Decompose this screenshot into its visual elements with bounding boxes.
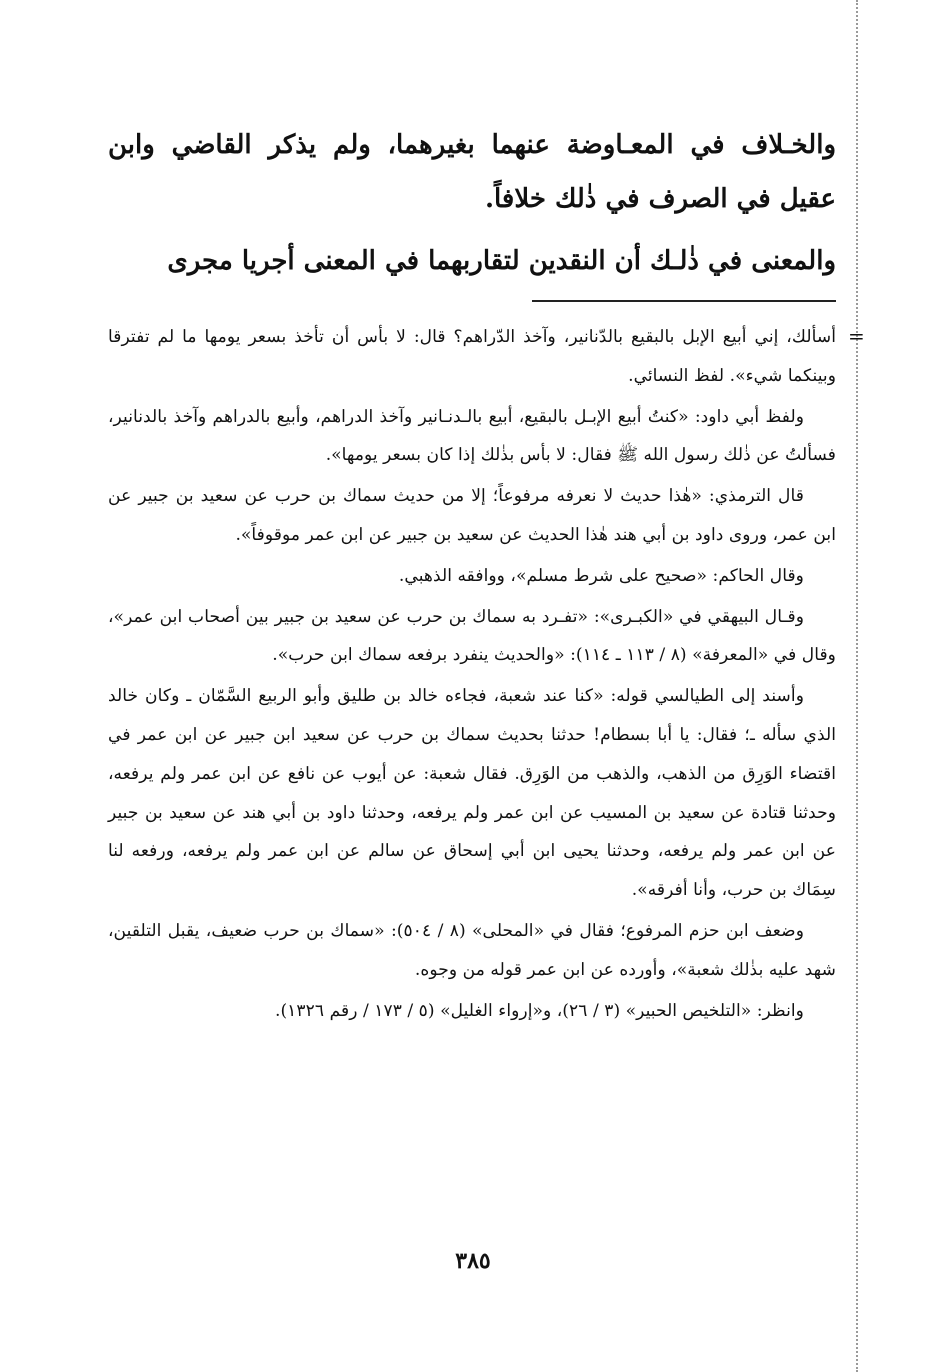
footnotes [108, 318, 836, 1032]
footnote-paragraph-5: وقـال البيهقي في «الكبـرى»: «تفـرد به سماك بن حرب عن سعيد بن جبير بين أصحاب ابن عمر»، وقال في «المعرفة» (٨ / ١١٣ ـ ١١٤): «والحديث ينفرد برفعه سماك ابن حرب». [108, 606, 836, 666]
footnote-paragraph-4: وقال الحاكم: «صحيح على شرط مسلم»، ووافقه الذهبي. [398, 565, 804, 586]
footnote-paragraph-3: قال الترمذي: «هٰذا حديث لا نعرفه مرفوعاً؛ إلا من حديث سماك بن حرب عن سعيد بن جبير عن ابن عمر، وروى داود بن أبي هند هٰذا الحديث عن سعيد بن جبير عن ابن عمر موقوفاً». [108, 486, 836, 545]
footnote-separator [532, 300, 836, 302]
page-number: ٣٨٥ [455, 1248, 491, 1274]
footnote-paragraph-7: وضعف ابن حزم المرفوع؛ فقال في «المحلى» (٨ / ٥٠٤): «سماك بن حرب ضعيف، يقبل التلقين، شهد عليه بذٰلك شعبة»، وأورده عن ابن عمر قوله من وجوه. [108, 920, 836, 980]
footnote-paragraph-8: وانظر: «التلخيص الحبير» (٣ / ٢٦)، و«إرواء الغليل» (٥ / ١٧٣ / رقم ١٣٢٦). [275, 1000, 804, 1021]
footnote-paragraph-6: وأسند إلى الطيالسي قوله: «كنا عند شعبة، فجاءه خالد بن طليق وأبو الربيع السَّمّان ـ وكان خالد الذي سأله ـ؛ فقال: يا أبا بسطام! حدثنا بحديث سماك بن حرب عن سعيد ابن جبير عن ابن عمر في اقتضاء الوَرِق من الذهب، والذهب من الوَرِق. فقال شعبة: عن أيوب عن نافع عن ابن عمر ولم يرفعه، وحدثنا قتادة عن سعيد بن المسيب عن ابن عمر ولم يرفعه، وحدثنا داود بن أبي هند عن سعيد بن جبير عن ابن عمر ولم يرفعه، وحدثنا يحيى ابن أبي إسحاق عن سالم عن ابن عمر ولم يرفعه، ورفعه لنا سِمَاك بن حرب، وأنا أفرقه». [108, 686, 836, 901]
main-paragraph-2: والمعنى في ذٰلـك أن النقدين لتقاربهما في المعنى أجريا مجرى [167, 246, 836, 276]
footnote-continuation-mark: = [848, 324, 865, 348]
margin-dotted-rule [856, 0, 858, 1372]
footnote-paragraph-1: أسألك، إني أبيع الإبل بالبقيع بالدّنانير، وآخذ الدّراهم؟ قال: لا بأس أن تأخذ بسعر يومها ما لم تفترقا وبينكما شيء». لفظ النسائي. [108, 327, 836, 386]
main-paragraph-1: والخـلاف في المعـاوضة عنهما بغيرهما، ولم يذكر القاضي وابن عقيل في الصرف في ذٰلك خلافاً. [108, 130, 836, 214]
footnote-paragraph-2: ولفظ أبي داود: «كنتُ أبيع الإبـل بالبقيع، أبيع بالـدنـانير وآخذ الدراهم، وأبيع بالدراهم وآخذ بالدنانير، فسألتُ عن ذٰلك رسول الله ﷺ فقال: لا بأس بذٰلك إذا كان بسعر يومها». [108, 406, 836, 466]
main-text [108, 118, 836, 288]
